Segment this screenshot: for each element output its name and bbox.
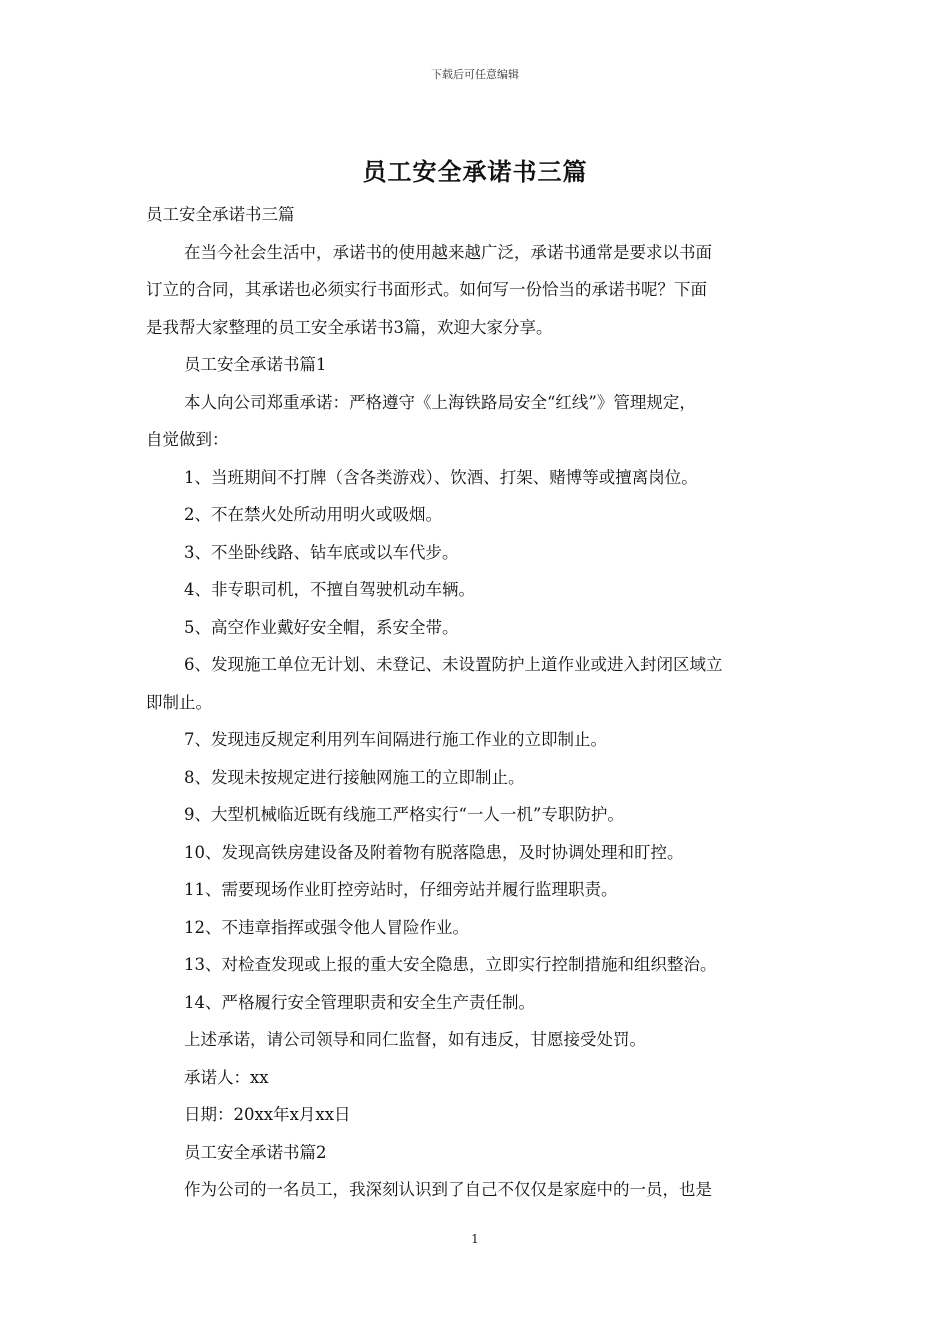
text-line: 上述承诺，请公司领导和同仁监督，如有违反，甘愿接受处罚。 xyxy=(184,1030,646,1049)
text-line: 订立的合同，其承诺也必须实行书面形式。如何写一份恰当的承诺书呢？下面 xyxy=(146,280,707,299)
text-line: 10、发现高铁房建设备及附着物有脱落隐患，及时协调处理和盯控。 xyxy=(184,842,684,862)
text-line: 12、不违章指挥或强令他人冒险作业。 xyxy=(184,917,469,937)
text-line: 是我帮大家整理的员工安全承诺书3篇，欢迎大家分享。 xyxy=(146,317,553,337)
text-line: 2、不在禁火处所动用明火或吸烟。 xyxy=(184,505,442,524)
text-line: 日期：20xx年x月xx日 xyxy=(184,1105,351,1124)
text-line: 1、当班期间不打牌（含各类游戏）、饮酒、打架、赌博等或擅离岗位。 xyxy=(184,467,698,487)
text-line: 员工安全承诺书篇2 xyxy=(184,1142,327,1162)
document-title: 员工安全承诺书三篇 xyxy=(362,157,588,186)
document-body xyxy=(146,196,808,1209)
text-line: 4、非专职司机，不擅自驾驶机动车辆。 xyxy=(184,580,475,599)
text-line: 自觉做到： xyxy=(146,430,229,449)
text-line: 6、发现施工单位无计划、未登记、未设置防护上道作业或进入封闭区域立 xyxy=(184,655,723,674)
text-line: 即制止。 xyxy=(146,692,212,712)
text-line: 员工安全承诺书三篇 xyxy=(146,205,295,224)
text-line: 在当今社会生活中，承诺书的使用越来越广泛，承诺书通常是要求以书面 xyxy=(184,242,712,262)
text-line: 9、大型机械临近既有线施工严格实行“一人一机”专职防护。 xyxy=(184,805,624,824)
text-line: 本人向公司郑重承诺：严格遵守《上海铁路局安全“红线”》管理规定， xyxy=(184,392,696,412)
text-line: 13、对检查发现或上报的重大安全隐患，立即实行控制措施和组织整治。 xyxy=(184,955,717,974)
text-line: 11、需要现场作业盯控旁站时，仔细旁站并履行监理职责。 xyxy=(184,880,618,899)
text-line: 8、发现未按规定进行接触网施工的立即制止。 xyxy=(184,767,525,787)
text-line: 3、不坐卧线路、钻车底或以车代步。 xyxy=(184,542,459,562)
text-line: 5、高空作业戴好安全帽，系安全带。 xyxy=(184,617,459,637)
text-line: 员工安全承诺书篇1 xyxy=(184,355,327,374)
header-note: 下载后可任意编辑 xyxy=(431,68,519,81)
text-line: 14、严格履行安全管理职责和安全生产责任制。 xyxy=(184,992,535,1012)
text-line: 7、发现违反规定利用列车间隔进行施工作业的立即制止。 xyxy=(184,730,607,749)
text-line: 作为公司的一名员工，我深刻认识到了自己不仅仅是家庭中的一员，也是 xyxy=(184,1180,712,1199)
page-number: 1 xyxy=(471,1232,479,1246)
text-line: 承诺人：xx xyxy=(184,1067,269,1087)
